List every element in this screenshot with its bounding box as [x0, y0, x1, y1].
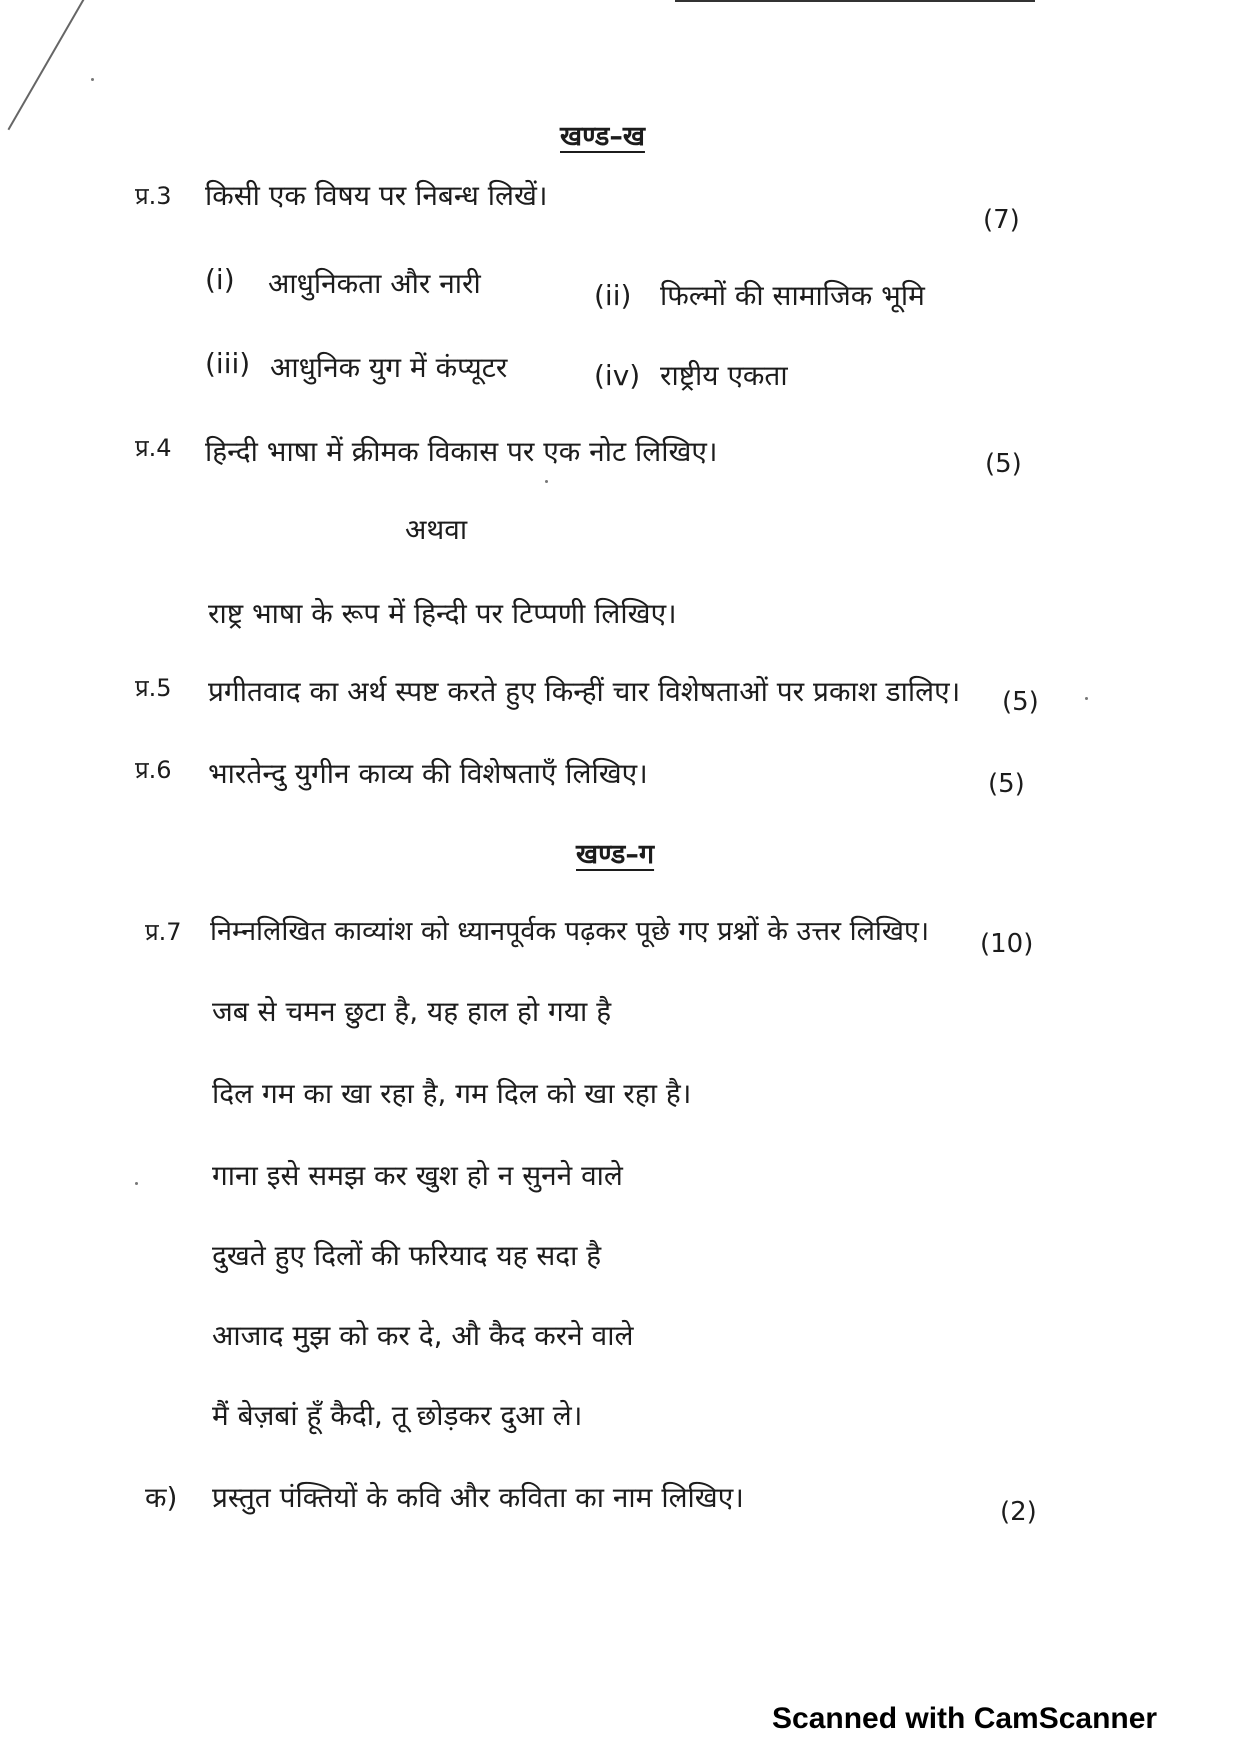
speck [91, 78, 94, 81]
q3-option-3-label: (iii) [205, 347, 251, 380]
q3-option-3-text: आधुनिक युग में कंप्यूटर [270, 351, 508, 384]
q7-marks: (10) [980, 929, 1034, 959]
poem-line-2: दिल गम का खा रहा है, गम दिल को खा रहा है। [212, 1077, 692, 1110]
q5-text: प्रगीतवाद का अर्थ स्पष्ट करते हुए किन्हीं चार विशेषताओं पर प्रकाश डालिए। [208, 675, 961, 708]
q7-sub-a-marks: (2) [1000, 1497, 1037, 1527]
q3-text: किसी एक विषय पर निबन्ध लिखें। [205, 179, 548, 212]
q3-option-2-text: फिल्मों की सामाजिक भूमि [660, 279, 925, 312]
section-b-heading: खण्ड–ख [560, 121, 645, 152]
q4-alt-text: राष्ट्र भाषा के रूप में हिन्दी पर टिप्पणी लिखिए। [208, 597, 677, 630]
q4-number: प्र.4 [135, 434, 172, 462]
speck [545, 480, 548, 483]
q3-number: प्र.3 [135, 182, 172, 210]
scan-diagonal-mark [8, 0, 87, 130]
q3-option-1-text: आधुनिकता और नारी [268, 267, 481, 300]
q7-number: प्र.7 [145, 918, 182, 946]
q7-sub-a-label: क) [145, 1481, 178, 1514]
camscanner-watermark: Scanned with CamScanner [772, 1702, 1158, 1735]
q6-number: प्र.6 [135, 756, 172, 784]
q4-marks: (5) [985, 449, 1022, 479]
poem-line-6: मैं बेज़बां हूँ कैदी, तू छोड़कर दुआ ले। [212, 1399, 583, 1432]
q3-option-2-label: (ii) [594, 279, 632, 312]
q7-sub-a-text: प्रस्तुत पंक्तियों के कवि और कविता का नाम लिखिए। [212, 1481, 744, 1514]
q6-text: भारतेन्दु युगीन काव्य की विशेषताएँ लिखिए। [208, 757, 648, 790]
q3-marks: (7) [983, 205, 1020, 235]
poem-line-3: गाना इसे समझ कर खुश हो न सुनने वाले [212, 1159, 623, 1192]
speck [1085, 697, 1088, 700]
q5-marks: (5) [1002, 687, 1039, 717]
q5-number: प्र.5 [135, 674, 172, 702]
scan-edge-line [675, 0, 1035, 2]
q6-marks: (5) [988, 769, 1025, 799]
q7-text: निम्नलिखित काव्यांश को ध्यानपूर्वक पढ़कर पूछे गए प्रश्नों के उत्तर लिखिए। [210, 916, 930, 947]
q3-option-4-text: राष्ट्रीय एकता [660, 359, 788, 392]
q4-text: हिन्दी भाषा में क्रीमक विकास पर एक नोट लिखिए। [205, 435, 718, 468]
q4-or: अथवा [405, 513, 468, 546]
q3-option-4-label: (iv) [594, 359, 641, 392]
poem-line-4: दुखते हुए दिलों की फरियाद यह सदा है [212, 1239, 602, 1272]
q3-option-1-label: (i) [205, 263, 235, 296]
speck [135, 1182, 138, 1185]
poem-line-1: जब से चमन छुटा है, यह हाल हो गया है [212, 995, 612, 1028]
poem-line-5: आजाद मुझ को कर दे, औ कैद करने वाले [212, 1319, 634, 1352]
section-c-heading: खण्ड–ग [576, 839, 655, 870]
